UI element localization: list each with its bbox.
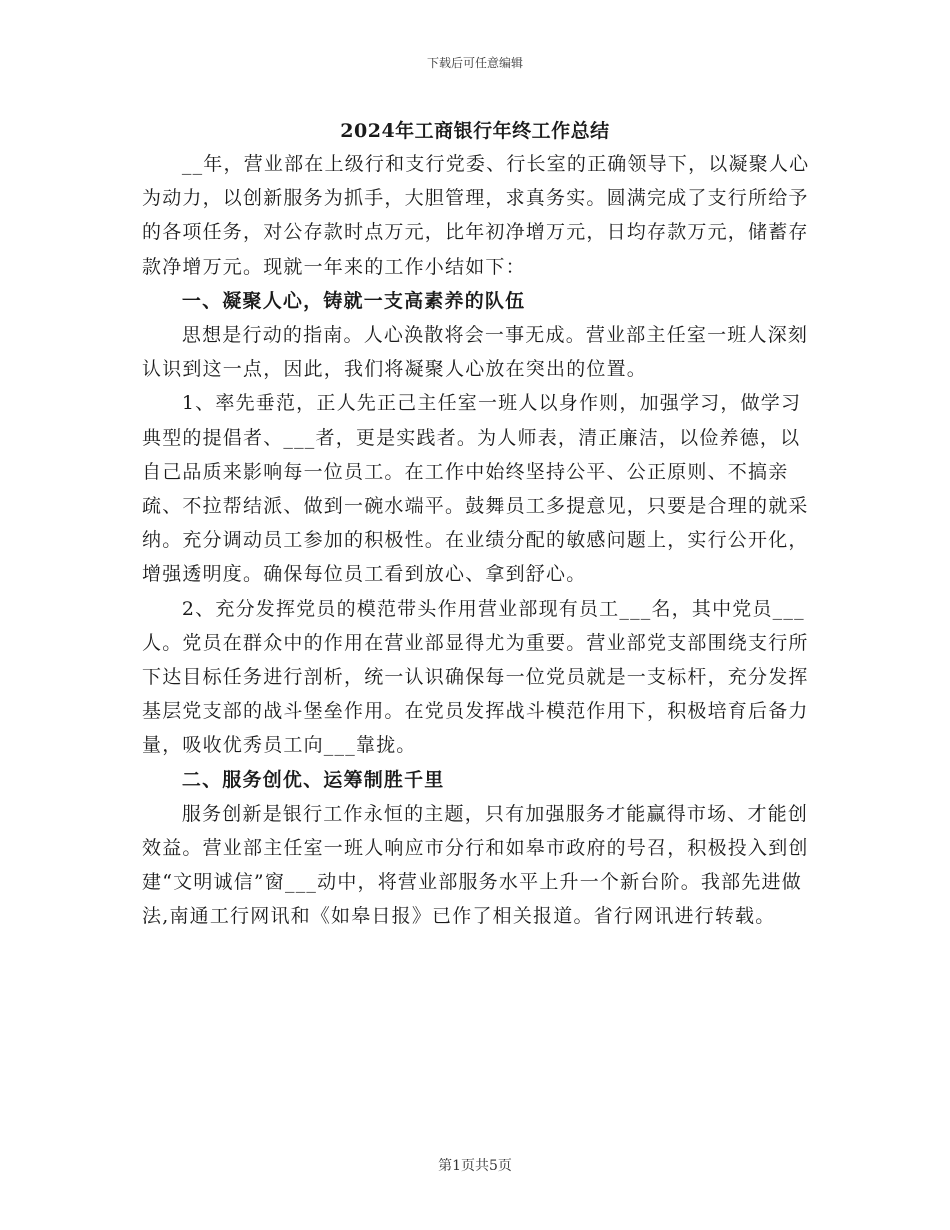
document-title: 2024年工商银行年终工作总结 — [340, 120, 610, 142]
section-heading-2: 二、服务创优、运筹制胜千里 — [181, 768, 445, 791]
paragraph-intro: __年，营业部在上级行和支行党委、行长室的正确领导下，以凝聚人心为动力，以创新服务为抓手，大胆管理，求真务实。圆满完成了支行所给予的各项任务，对公存款时点万元，比年初净增万元，日均存款万元，储蓄存款净增万元。现就一年来的工作小结如下： — [142, 153, 810, 278]
page-footer: 第1页共5页 — [438, 1158, 512, 1174]
paragraph-section1-intro: 思想是行动的指南。人心涣散将会一事无成。营业部主任室一班人深刻认识到这一点，因此，我们将凝聚人心放在突出的位置。 — [142, 324, 809, 381]
section-heading-1: 一、凝聚人心，铸就一支高素养的队伍 — [181, 289, 526, 312]
paragraph-section2-intro: 服务创新是银行工作永恒的主题，只有加强服务才能赢得市场、才能创效益。营业部主任室一班人响应市分行和如皋市政府的号召，积极投入到创建“文明诚信”窗___动中，将营业部服务水平上升一个新台阶。我部先进做法,南通工行网讯和《如皋日报》已作了相关报道。省行网讯进行转载。 — [142, 802, 809, 928]
header-note: 下载后可任意编辑 — [426, 56, 523, 70]
document-body — [142, 147, 817, 934]
paragraph-item-1: 1、率先垂范，正人先正己主任室一班人以身作则，加强学习，做学习典型的提倡者、___者，更是实践者。为人师表，清正廉洁，以俭养德，以自己品质来影响每一位员工。在工作中始终坚持公平、公正原则、不搞亲疏、不拉帮结派、做到一碗水端平。鼓舞员工多提意见，只要是合理的就采纳。充分调动员工参加的积极性。在业绩分配的敏感问题上，实行公开化，增强透明度。确保每位员工看到放心、拿到舒心。 — [142, 392, 809, 586]
paragraph-item-2: 2、充分发挥党员的模范带头作用营业部现有员工___名，其中党员___人。党员在群众中的作用在营业部显得尤为重要。营业部党支部围绕支行所下达目标任务进行剖析，统一认识确保每一位党员就是一支标杆，充分发挥基层党支部的战斗堡垒作用。在党员发挥战斗模范作用下，积极培育后备力量，吸收优秀员工向___靠拢。 — [142, 597, 809, 757]
